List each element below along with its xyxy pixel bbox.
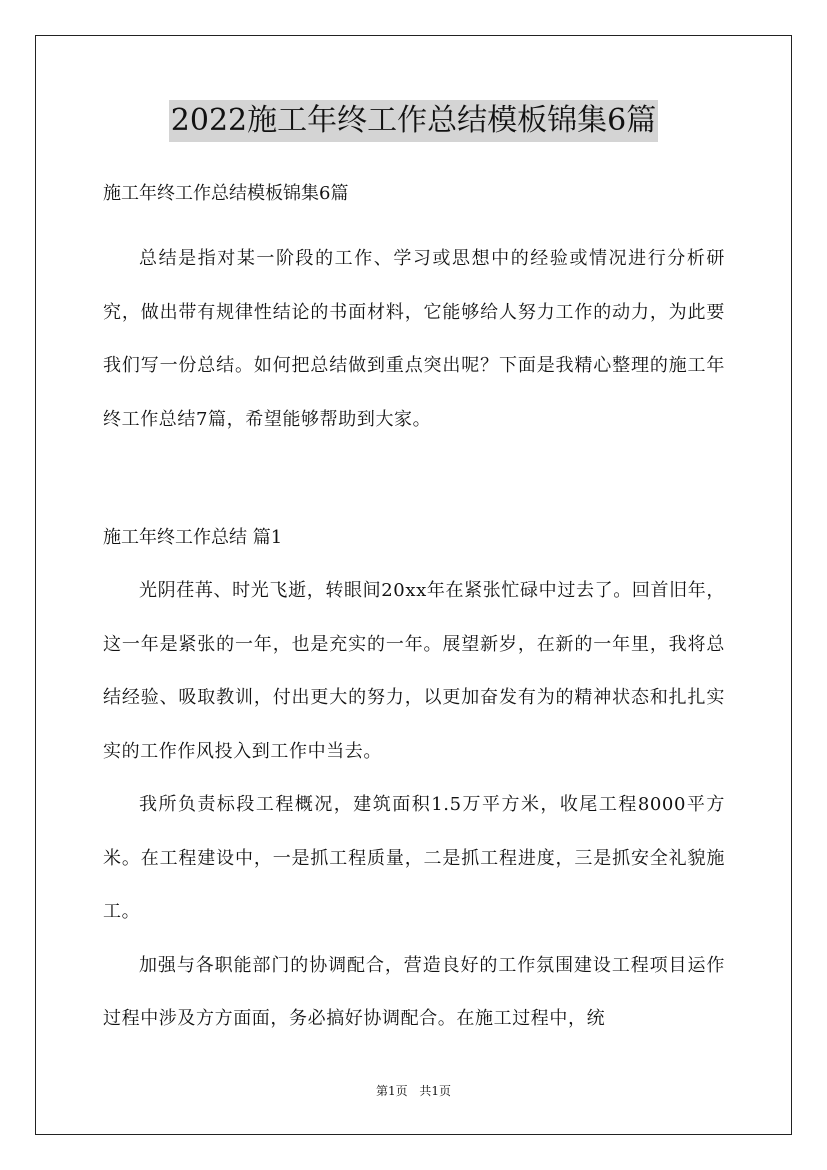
- body-paragraph-1: 光阴荏苒、时光飞逝，转眼间20xx年在紧张忙碌中过去了。回首旧年，这一年是紧张的一年，也是充实的一年。展望新岁，在新的一年里，我将总结经验、吸取教训，付出更大的努力，以更加奋发有为的精神状态和扎扎实实的工作作风投入到工作中当去。: [103, 580, 725, 762]
- document-title: 2022施工年终工作总结模板锦集6篇: [169, 100, 658, 142]
- page-number-current: 第1页: [375, 1084, 408, 1098]
- document-subtitle: 施工年终工作总结模板锦集6篇: [103, 183, 349, 204]
- page-footer: [0, 1082, 827, 1100]
- body-paragraph-3: 加强与各职能部门的协调配合，营造良好的工作氛围建设工程项目运作过程中涉及方方面面，务必搞好协调配合。在施工过程中，统: [103, 954, 725, 1029]
- document-body: [103, 178, 725, 1046]
- title-container: [0, 100, 827, 142]
- intro-paragraph: 总结是指对某一阶段的工作、学习或思想中的经验或情况进行分析研究，做出带有规律性结论的书面材料，它能够给人努力工作的动力，为此要我们写一份总结。如何把总结做到重点突出呢？下面是我精心整理的施工年终工作总结7篇，希望能够帮助到大家。: [103, 248, 725, 430]
- section-heading: 施工年终工作总结 篇1: [103, 527, 283, 548]
- body-paragraph-2: 我所负责标段工程概况，建筑面积1.5万平方米，收尾工程8000平方米。在工程建设中，一是抓工程质量，二是抓工程进度，三是抓安全礼貌施工。: [103, 794, 725, 922]
- page-number-total: 共1页: [419, 1084, 452, 1098]
